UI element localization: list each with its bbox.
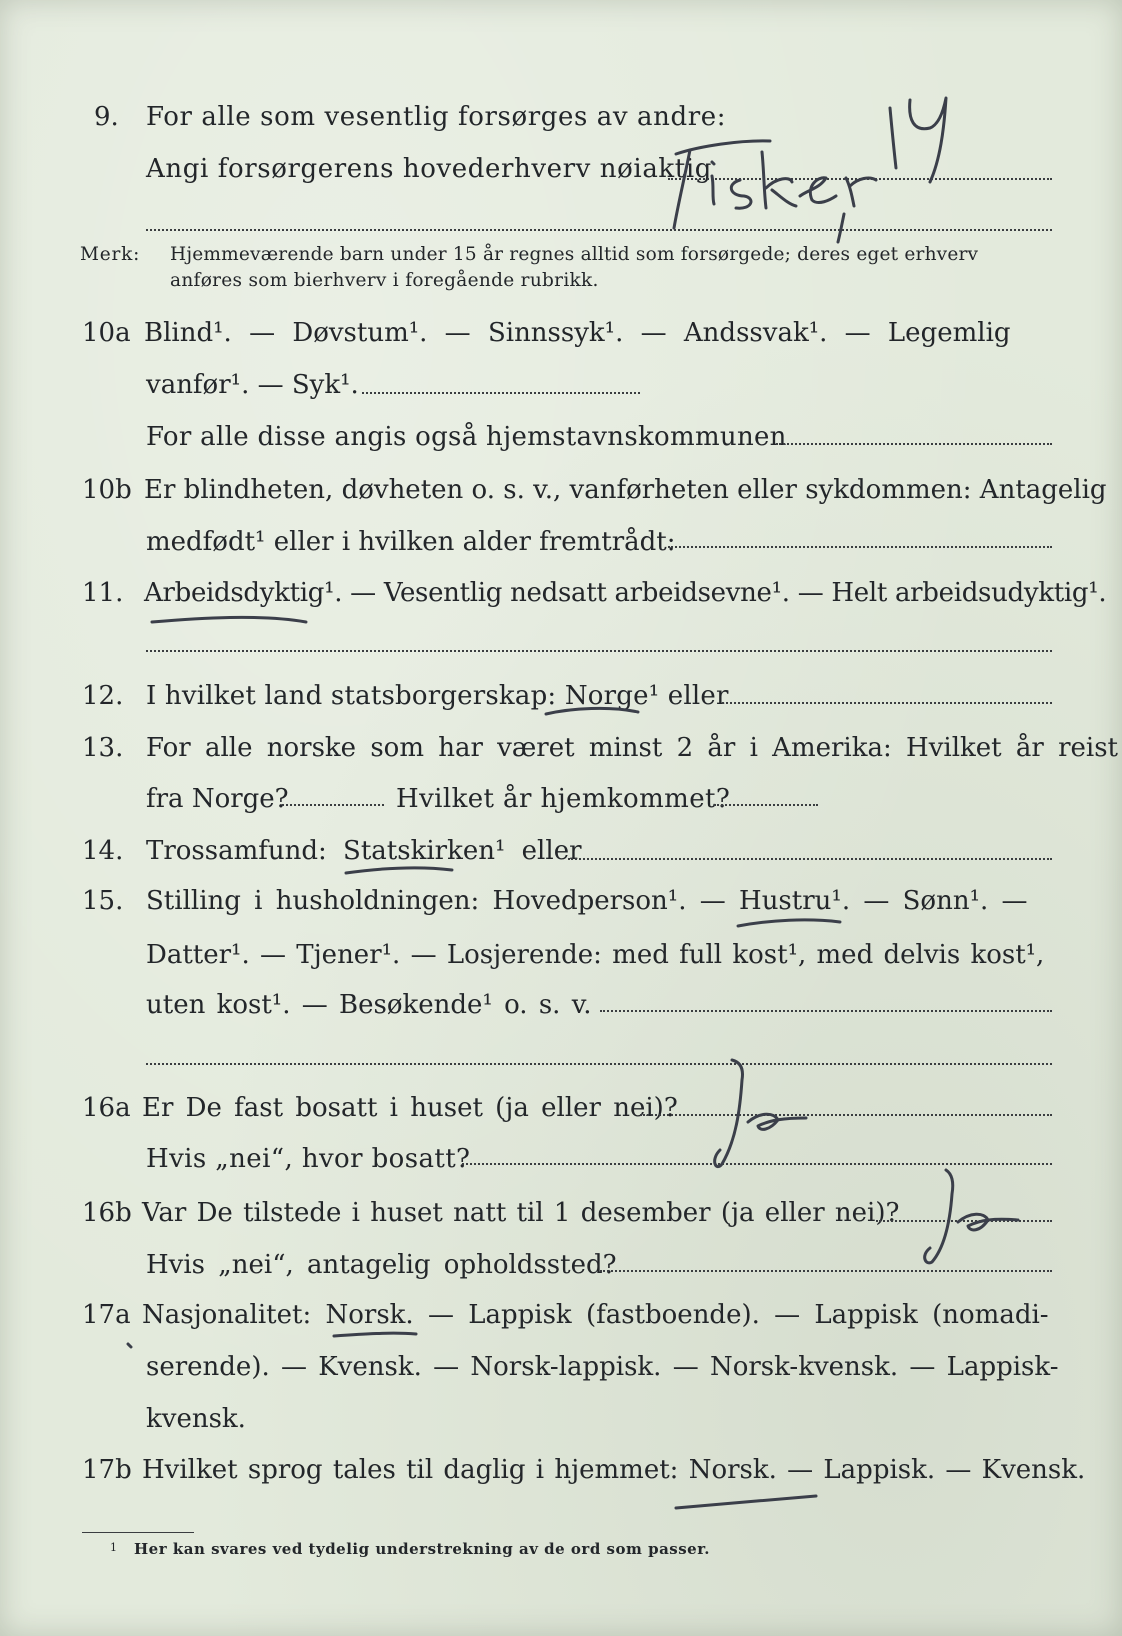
q17a-line1: Nasjonalitet: Norsk. — Lappisk (fastboende). — Lappisk (nomadi- <box>142 1300 1049 1330</box>
footnote-mark: 1 <box>110 1541 117 1554</box>
q16b-answer-line <box>876 1220 1052 1222</box>
q14-answer-line <box>568 858 1052 860</box>
q16a-number: 16a <box>82 1093 131 1123</box>
underline-norsk-sprog <box>676 1496 816 1508</box>
q12-text: I hvilket land statsborgerskap: Norge¹ eller <box>146 681 729 711</box>
merk-line2: anføres som bierhverv i foregående rubrikk. <box>170 270 599 291</box>
q13-line2b: Hvilket år hjemkommet? <box>396 784 731 814</box>
q17b-number: 17b <box>82 1455 132 1485</box>
q11-text: Arbeidsdyktig¹. — Vesentlig nedsatt arbeidsevne¹. — Helt arbeidsudyktig¹. <box>144 578 1107 608</box>
q12-number: 12. <box>82 681 124 711</box>
merk-label: Merk: <box>80 244 141 265</box>
q14-number: 14. <box>82 836 124 866</box>
q10b-line1: Er blindheten, døvheten o. s. v., vanførheten eller sykdommen: Antagelig <box>144 475 1107 505</box>
q9-extra-line <box>146 229 1052 231</box>
q11-extra-line <box>146 650 1052 652</box>
q10b-number: 10b <box>82 475 132 505</box>
q17b-text: Hvilket sprog tales til daglig i hjemmet: Norsk. — Lappisk. — Kvensk. <box>142 1455 1086 1485</box>
q12-answer-line <box>722 702 1052 704</box>
q15-answer-line <box>600 1010 1052 1012</box>
footnote-rule <box>82 1532 194 1533</box>
q15-number: 15. <box>82 886 124 916</box>
q14-text: Trossamfund: Statskirken¹ eller <box>146 836 582 866</box>
q15-line3: uten kost¹. — Besøkende¹ o. s. v. <box>146 990 592 1020</box>
q15-line2: Datter¹. — Tjener¹. — Losjerende: med full kost¹, med delvis kost¹, <box>146 940 1045 970</box>
q13-hjemkommet-line <box>714 804 818 806</box>
underline-statskirken <box>346 868 452 873</box>
q10a-number: 10a <box>82 318 131 348</box>
q10a-hjemstavn-line <box>776 443 1052 445</box>
q9-number: 9. <box>94 102 119 132</box>
q16a-line1: Er De fast bosatt i huset (ja eller nei)? <box>142 1093 678 1123</box>
q17a-line3: kvensk. <box>146 1404 246 1434</box>
underline-hustru <box>738 920 840 926</box>
q11-number: 11. <box>82 578 124 608</box>
q9-answer-line <box>668 178 1052 180</box>
q16b-opholdssted-line <box>600 1270 1052 1272</box>
q16a-answer-line <box>640 1114 1052 1116</box>
q9-line2: Angi forsørgerens hovederhverv nøiaktig <box>146 154 712 184</box>
q10a-line3: For alle disse angis også hjemstavnskommunen <box>146 422 787 452</box>
q13-line2a: fra Norge? <box>146 784 289 814</box>
q13-line1: For alle norske som har været minst 2 år i Amerika: Hvilket år reist <box>146 733 1118 763</box>
footnote-text: Her kan svares ved tydelig understrekning av de ord som passer. <box>134 1540 710 1558</box>
q13-number: 13. <box>82 733 124 763</box>
q10a-line1: Blind¹. — Døvstum¹. — Sinnssyk¹. — Andssvak¹. — Legemlig <box>144 318 1011 348</box>
q17a-number: 17a <box>82 1300 131 1330</box>
q13-reist-line <box>282 804 384 806</box>
underline-arbeidsdyktig <box>152 617 306 622</box>
q16b-number: 16b <box>82 1198 132 1228</box>
q15-line1: Stilling i husholdningen: Hovedperson¹. — Hustru¹. — Sønn¹. — <box>146 886 1028 916</box>
q10a-line2: vanfør¹. — Syk¹. <box>146 370 359 400</box>
q16b-line1: Var De tilstede i huset natt til 1 desember (ja eller nei)? <box>142 1198 900 1228</box>
q10a-syk-line <box>362 392 640 394</box>
q16a-bosatt-line <box>462 1163 1052 1165</box>
stray-mark <box>128 1344 131 1347</box>
q10b-line2: medfødt¹ eller i hvilken alder fremtrådt: <box>146 527 676 557</box>
q16b-line2: Hvis „nei“, antagelig opholdssted? <box>146 1250 617 1280</box>
q17a-line2: serende). — Kvensk. — Norsk-lappisk. — Norsk-kvensk. — Lappisk- <box>146 1352 1059 1382</box>
underline-norsk <box>334 1333 416 1336</box>
q9-line1: For alle som vesentlig forsørges av andre: <box>146 102 727 132</box>
handwritten-ja-16b <box>925 1170 1018 1263</box>
q15-extra-line <box>146 1063 1052 1065</box>
q16a-line2: Hvis „nei“, hvor bosatt? <box>146 1144 471 1174</box>
q10b-answer-line <box>668 546 1052 548</box>
merk-line1: Hjemmeværende barn under 15 år regnes alltid som forsørgede; deres eget erhverv <box>170 244 979 265</box>
